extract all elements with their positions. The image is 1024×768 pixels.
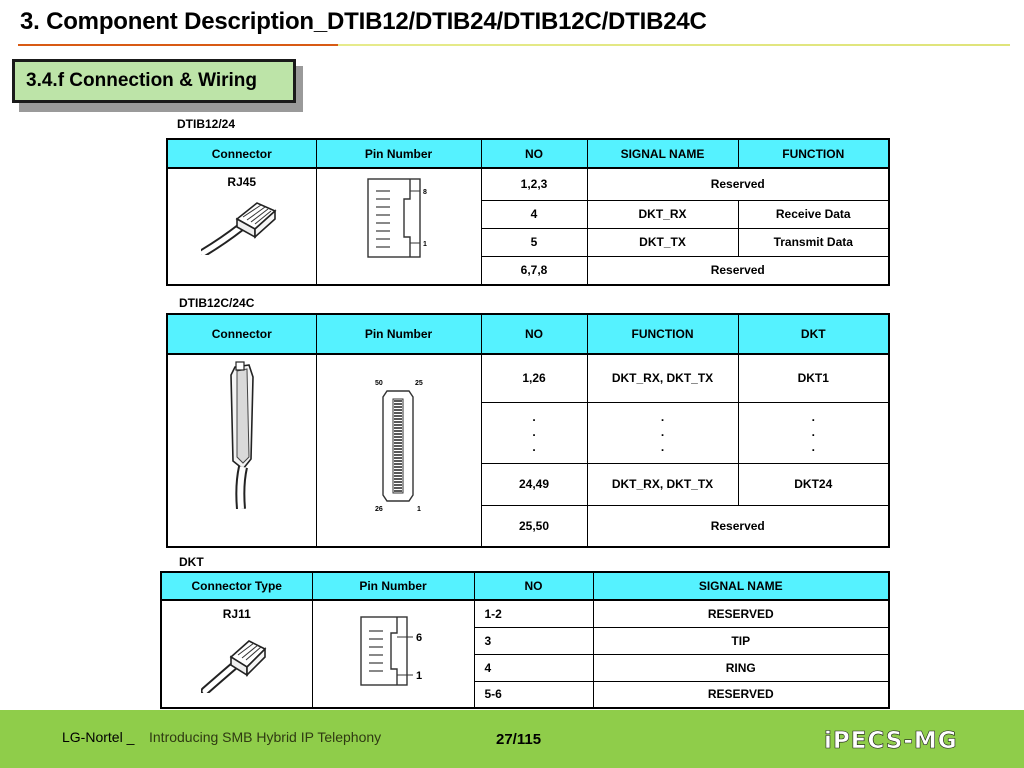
table-label-dtib12c-24c: DTIB12C/24C xyxy=(179,296,255,310)
pin-label: 1 xyxy=(416,506,421,513)
table-label-dkt: DKT xyxy=(179,555,204,569)
dkt-cell xyxy=(738,402,889,463)
connector-name: RJ45 xyxy=(227,175,257,189)
pin-number-cell xyxy=(316,354,481,547)
table-header-row xyxy=(161,572,889,600)
rj45-pinout-icon xyxy=(360,175,438,261)
rj45-plug-icon xyxy=(201,193,283,255)
dkt-cell: DKT24 xyxy=(738,463,889,505)
table-header-row xyxy=(167,139,889,168)
column-header: Pin Number xyxy=(316,139,481,168)
logo-wordmark: iPECS-MG xyxy=(824,728,958,752)
pin-label: 6 xyxy=(416,632,423,644)
signal-cell: TIP xyxy=(593,627,889,654)
connector-cell xyxy=(161,600,312,708)
table-row xyxy=(161,600,889,627)
signal-cell: RING xyxy=(593,654,889,681)
pin-number-cell xyxy=(312,600,474,708)
signal-cell: Reserved xyxy=(587,168,889,200)
column-header: Connector xyxy=(167,314,316,354)
table-dtib12-24 xyxy=(166,138,890,286)
connector-cell xyxy=(167,168,316,285)
function-cell: Reserved xyxy=(587,505,889,547)
table-row xyxy=(167,168,889,200)
telco-50pin-plug-icon xyxy=(217,361,267,509)
telco-50pin-pinout-icon xyxy=(369,377,429,517)
no-cell: 3 xyxy=(474,627,593,654)
ellipsis-dot: . xyxy=(660,425,665,439)
no-cell xyxy=(481,402,587,463)
no-cell: 6,7,8 xyxy=(481,256,587,285)
pin-label: 8 xyxy=(422,189,427,196)
function-cell: Transmit Data xyxy=(738,228,889,256)
column-header: NO xyxy=(474,572,593,600)
column-header: SIGNAL NAME xyxy=(593,572,889,600)
column-header: FUNCTION xyxy=(738,139,889,168)
no-cell: 1,2,3 xyxy=(481,168,587,200)
ipecs-mg-logo xyxy=(824,728,996,752)
table-row xyxy=(167,354,889,402)
column-header: Pin Number xyxy=(316,314,481,354)
pin-label: 26 xyxy=(374,506,383,513)
table-label-dtib12-24: DTIB12/24 xyxy=(177,117,236,131)
signal-cell: RESERVED xyxy=(593,681,889,708)
column-header: FUNCTION xyxy=(587,314,738,354)
column-header: NO xyxy=(481,314,587,354)
column-header: SIGNAL NAME xyxy=(587,139,738,168)
section-heading: 3.4.f Connection & Wiring xyxy=(12,59,296,103)
no-cell: 24,49 xyxy=(481,463,587,505)
ellipsis-dot: . xyxy=(811,440,815,454)
no-cell: 25,50 xyxy=(481,505,587,547)
connector-name: RJ11 xyxy=(222,607,251,621)
no-cell: 1-2 xyxy=(474,600,593,627)
table-header-row xyxy=(167,314,889,354)
ellipsis-dot: . xyxy=(811,425,815,439)
ellipsis-dot: . xyxy=(532,410,536,424)
table-dkt xyxy=(160,571,890,709)
signal-cell: RESERVED xyxy=(593,600,889,627)
function-cell xyxy=(587,402,738,463)
rj11-plug-icon xyxy=(201,625,273,693)
no-cell: 4 xyxy=(481,200,587,228)
ellipsis-dot: . xyxy=(532,425,536,439)
no-cell: 1,26 xyxy=(481,354,587,402)
ellipsis-dot: . xyxy=(660,440,665,454)
no-cell: 5-6 xyxy=(474,681,593,708)
column-header: Connector xyxy=(167,139,316,168)
table-dtib12c-24c xyxy=(166,313,890,548)
page-number: 27/115 xyxy=(496,731,542,748)
pin-number-cell xyxy=(316,168,481,285)
pin-label: 1 xyxy=(416,670,423,682)
column-header: NO xyxy=(481,139,587,168)
pin-label: 50 xyxy=(374,380,383,387)
ellipsis-dot: . xyxy=(532,440,536,454)
signal-cell: DKT_TX xyxy=(587,228,738,256)
no-cell: 4 xyxy=(474,654,593,681)
rj11-pinout-icon xyxy=(353,615,433,687)
signal-cell: Reserved xyxy=(587,256,889,285)
connector-cell xyxy=(167,354,316,547)
signal-cell: DKT_RX xyxy=(587,200,738,228)
page-title: 3. Component Description_DTIB12/DTIB24/DTIB12C/DTIB24C xyxy=(20,8,707,35)
footer-tagline: Introducing SMB Hybrid IP Telephony xyxy=(149,729,382,745)
footer-band xyxy=(0,710,1024,768)
ellipsis-dot: . xyxy=(660,410,665,424)
pin-label: 1 xyxy=(422,241,427,248)
column-header: DKT xyxy=(738,314,889,354)
ellipsis-dot: . xyxy=(811,410,815,424)
pin-label: 25 xyxy=(414,380,423,387)
column-header: Pin Number xyxy=(312,572,474,600)
function-cell: Receive Data xyxy=(738,200,889,228)
column-header: Connector Type xyxy=(161,572,312,600)
function-cell: DKT_RX, DKT_TX xyxy=(587,354,738,402)
title-divider xyxy=(18,44,1010,46)
no-cell: 5 xyxy=(481,228,587,256)
dkt-cell: DKT1 xyxy=(738,354,889,402)
footer-company: LG-Nortel _ xyxy=(62,729,135,745)
function-cell: DKT_RX, DKT_TX xyxy=(587,463,738,505)
